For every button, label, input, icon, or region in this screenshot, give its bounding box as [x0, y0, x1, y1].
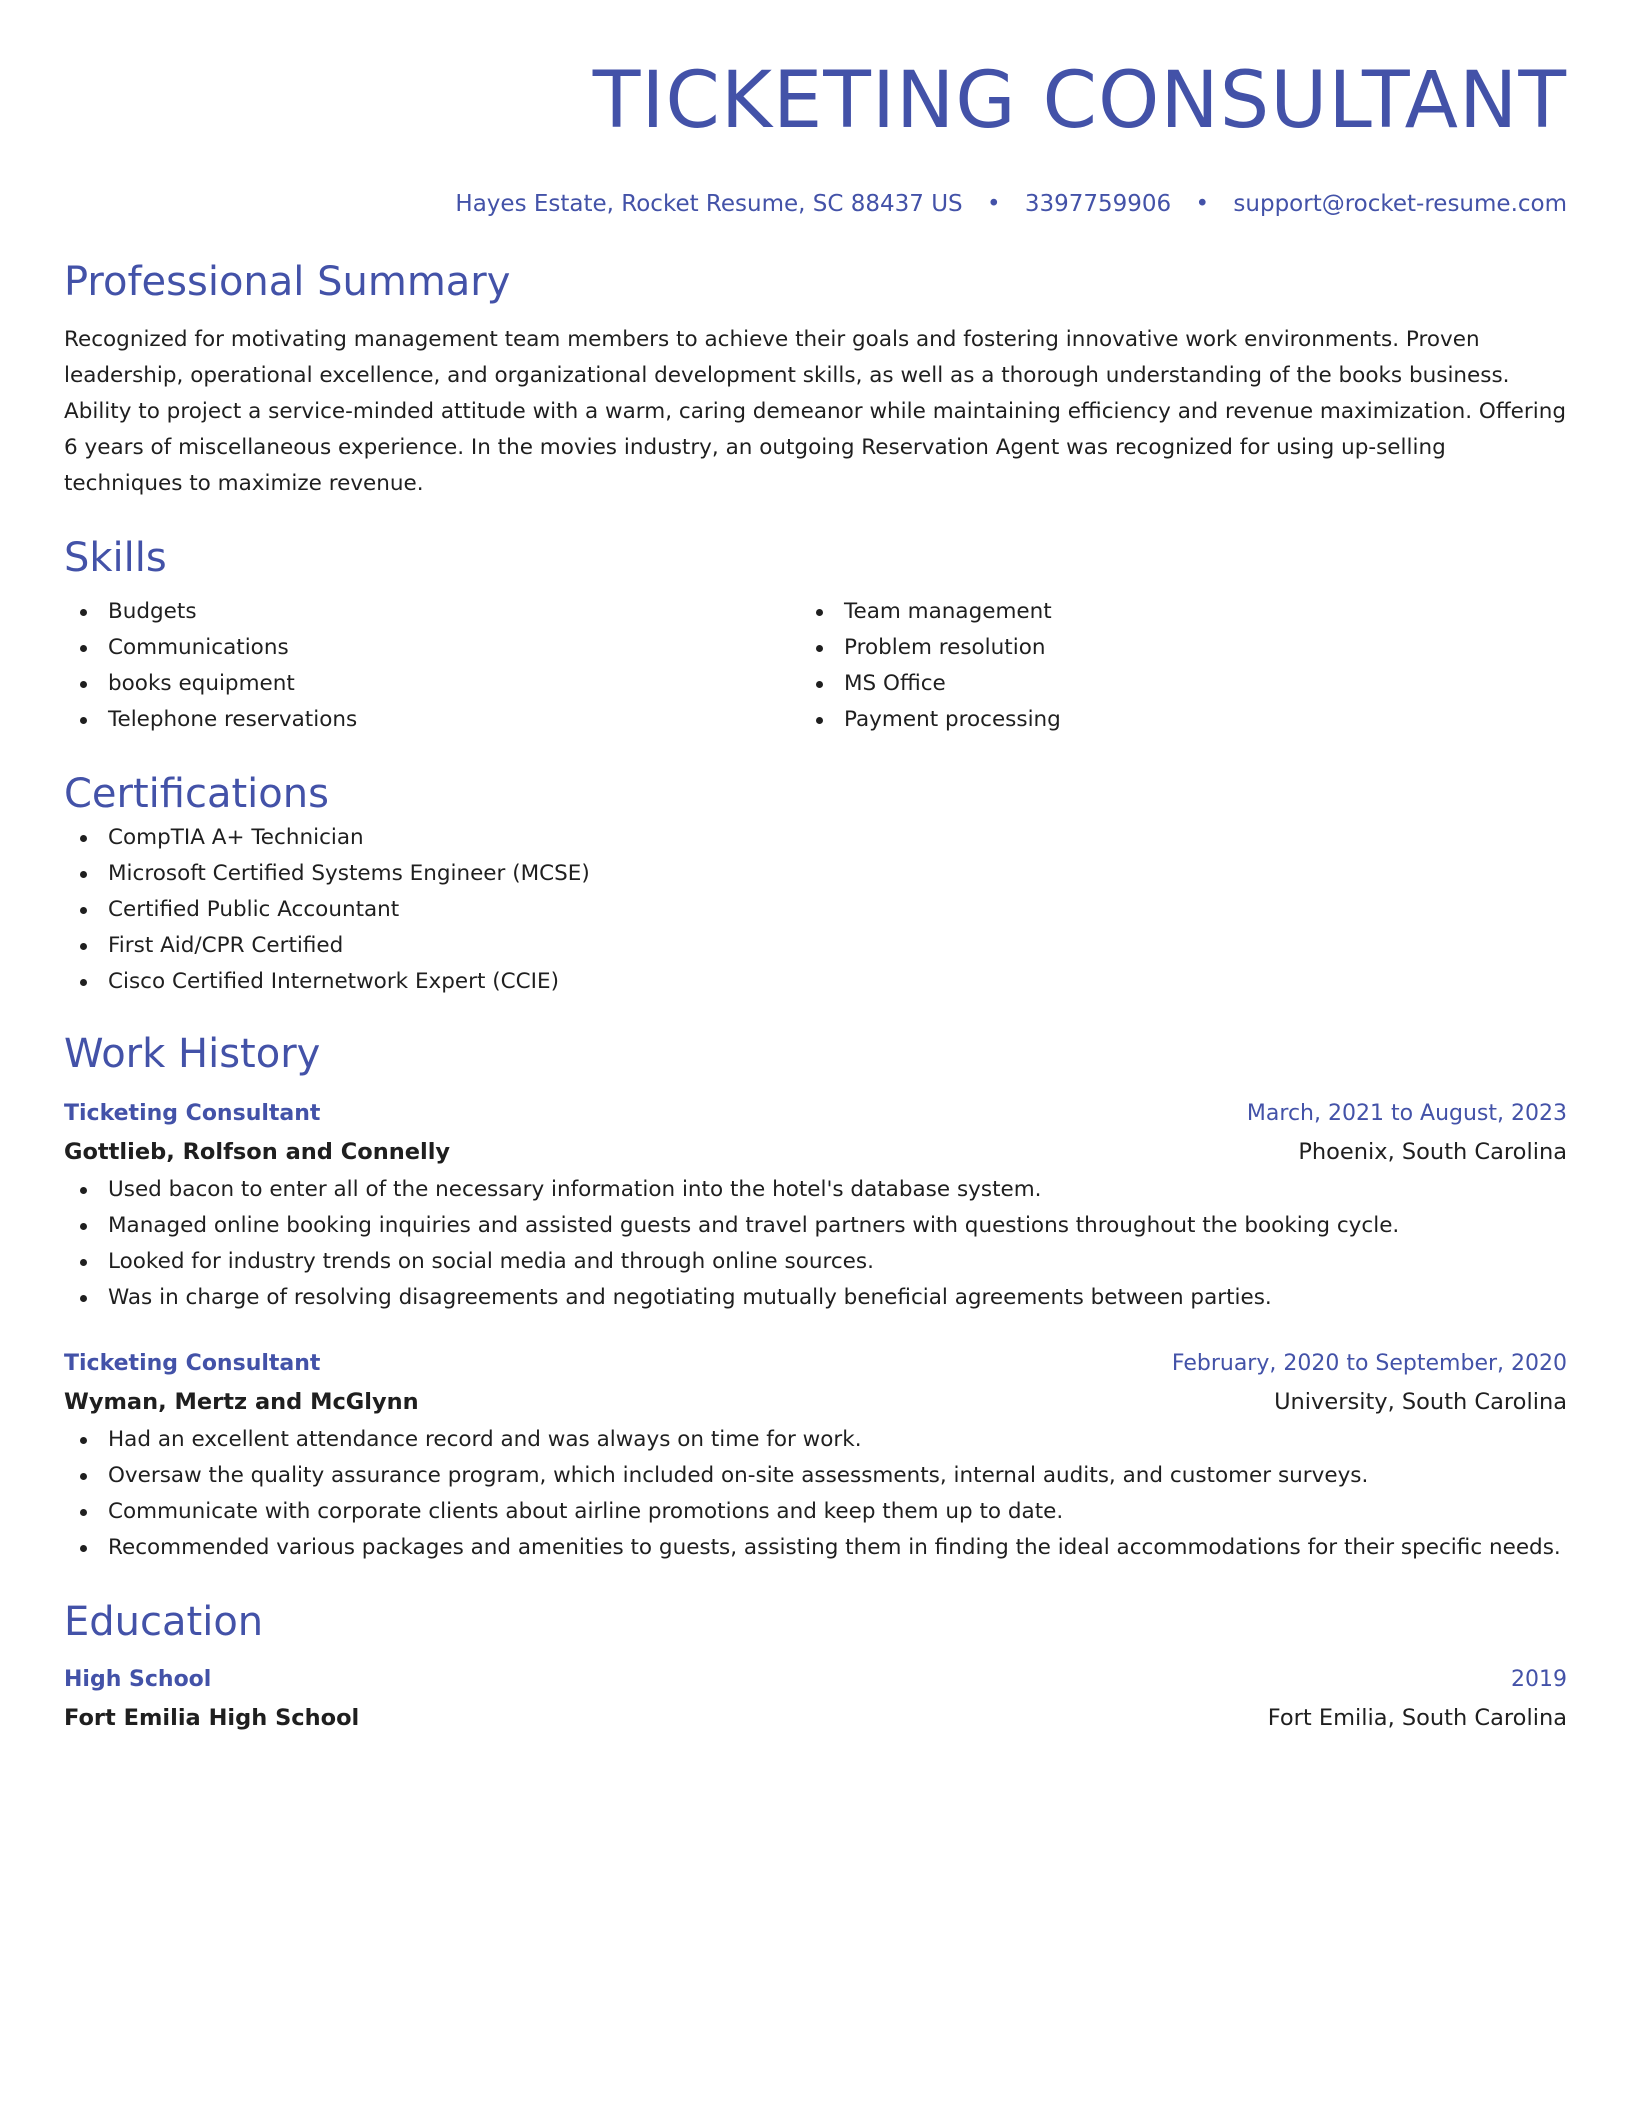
- job-company: Gottlieb, Rolfson and Connelly: [64, 1139, 451, 1165]
- skills-columns: [64, 594, 1567, 738]
- contact-line: [64, 188, 1567, 220]
- skills-column-left: [64, 594, 800, 738]
- job-title-row: [64, 1346, 1567, 1382]
- skill-item: books equipment: [64, 666, 800, 702]
- certifications-section: [64, 768, 1567, 1000]
- job-entry: [64, 1096, 1567, 1316]
- skill-item: Team management: [800, 594, 1536, 630]
- contact-phone: 3397759906: [1024, 191, 1172, 217]
- skills-list-left: [64, 594, 800, 738]
- certification-item: First Aid/CPR Certified: [64, 928, 1567, 964]
- job-title: Ticketing Consultant: [64, 1351, 321, 1376]
- job-duty-item: Communicate with corporate clients about airline promotions and keep them up to date.: [64, 1494, 1567, 1530]
- job-duty-item: Used bacon to enter all of the necessary information into the hotel's database system.: [64, 1172, 1567, 1208]
- candidate-name: TICKETING CONSULTANT: [592, 56, 1567, 146]
- contact-separator: •: [986, 191, 1001, 217]
- job-duty-item: Recommended various packages and amenities to guests, assisting them in finding the ideal accommodations for their specific needs.: [64, 1530, 1567, 1566]
- contact-address: Hayes Estate, Rocket Resume, SC 88437 US: [455, 191, 963, 217]
- education-school-row: [64, 1698, 1567, 1738]
- certification-item: CompTIA A+ Technician: [64, 820, 1567, 856]
- work-history-section: [64, 1028, 1567, 1566]
- job-duty-item: Looked for industry trends on social media and through online sources.: [64, 1244, 1567, 1280]
- contact-separator: •: [1195, 191, 1210, 217]
- skill-item: Payment processing: [800, 702, 1536, 738]
- summary-section: [64, 256, 1567, 502]
- job-dates: March, 2021 to August, 2023: [1246, 1101, 1567, 1126]
- education-year: 2019: [1511, 1667, 1567, 1692]
- education-section: [64, 1596, 1567, 1738]
- job-duty-item: Managed online booking inquiries and assisted guests and travel partners with questions throughout the booking cycle.: [64, 1208, 1567, 1244]
- job-duties-list: [64, 1172, 1567, 1316]
- skill-item: Communications: [64, 630, 800, 666]
- certification-item: Certified Public Accountant: [64, 892, 1567, 928]
- skills-heading: Skills: [64, 535, 167, 581]
- certifications-list: [64, 820, 1567, 1000]
- job-location: University, South Carolina: [1274, 1389, 1567, 1415]
- job-location: Phoenix, South Carolina: [1298, 1139, 1567, 1165]
- job-duty-item: Was in charge of resolving disagreements and negotiating mutually beneficial agreements between parties.: [64, 1280, 1567, 1316]
- resume-header: [64, 56, 1567, 220]
- summary-heading: Professional Summary: [64, 259, 511, 305]
- work-history-heading: Work History: [64, 1031, 321, 1077]
- education-degree: High School: [64, 1667, 212, 1692]
- skill-item: Telephone reservations: [64, 702, 800, 738]
- summary-text: Recognized for motivating management team members to achieve their goals and fostering innovative work environments. Proven leadership, operational excellence, and organizational development skills, as well as a thorough understanding of the books business. Ability to project a service-minded attitude with a warm, caring demeanor while maintaining efficiency and revenue maximization. Offering 6 years of miscellaneous experience. In the movies industry, an outgoing Reservation Agent was recognized for using up-selling techniques to maximize revenue.: [64, 327, 1566, 496]
- job-company-row: [64, 1132, 1567, 1172]
- education-degree-row: [64, 1662, 1567, 1698]
- skill-item: Budgets: [64, 594, 800, 630]
- certifications-heading: Certifications: [64, 771, 329, 817]
- skills-section: [64, 532, 1567, 738]
- job-duty-item: Oversaw the quality assurance program, which included on-site assessments, internal audits, and customer surveys.: [64, 1458, 1567, 1494]
- skills-column-right: [800, 594, 1536, 738]
- education-heading: Education: [64, 1599, 264, 1645]
- job-duty-item: Had an excellent attendance record and was always on time for work.: [64, 1422, 1567, 1458]
- job-company: Wyman, Mertz and McGlynn: [64, 1389, 419, 1415]
- job-company-row: [64, 1382, 1567, 1422]
- job-title: Ticketing Consultant: [64, 1101, 321, 1126]
- skill-item: Problem resolution: [800, 630, 1536, 666]
- education-location: Fort Emilia, South Carolina: [1267, 1705, 1567, 1731]
- education-entry: [64, 1662, 1567, 1738]
- job-title-row: [64, 1096, 1567, 1132]
- job-duties-list: [64, 1422, 1567, 1566]
- job-entry: [64, 1346, 1567, 1566]
- skill-item: MS Office: [800, 666, 1536, 702]
- education-school: Fort Emilia High School: [64, 1705, 360, 1731]
- contact-email: support@rocket-resume.com: [1233, 191, 1567, 217]
- skills-list-right: [800, 594, 1536, 738]
- certification-item: Cisco Certified Internetwork Expert (CCIE): [64, 964, 1567, 1000]
- certification-item: Microsoft Certified Systems Engineer (MCSE): [64, 856, 1567, 892]
- job-dates: February, 2020 to September, 2020: [1171, 1351, 1567, 1376]
